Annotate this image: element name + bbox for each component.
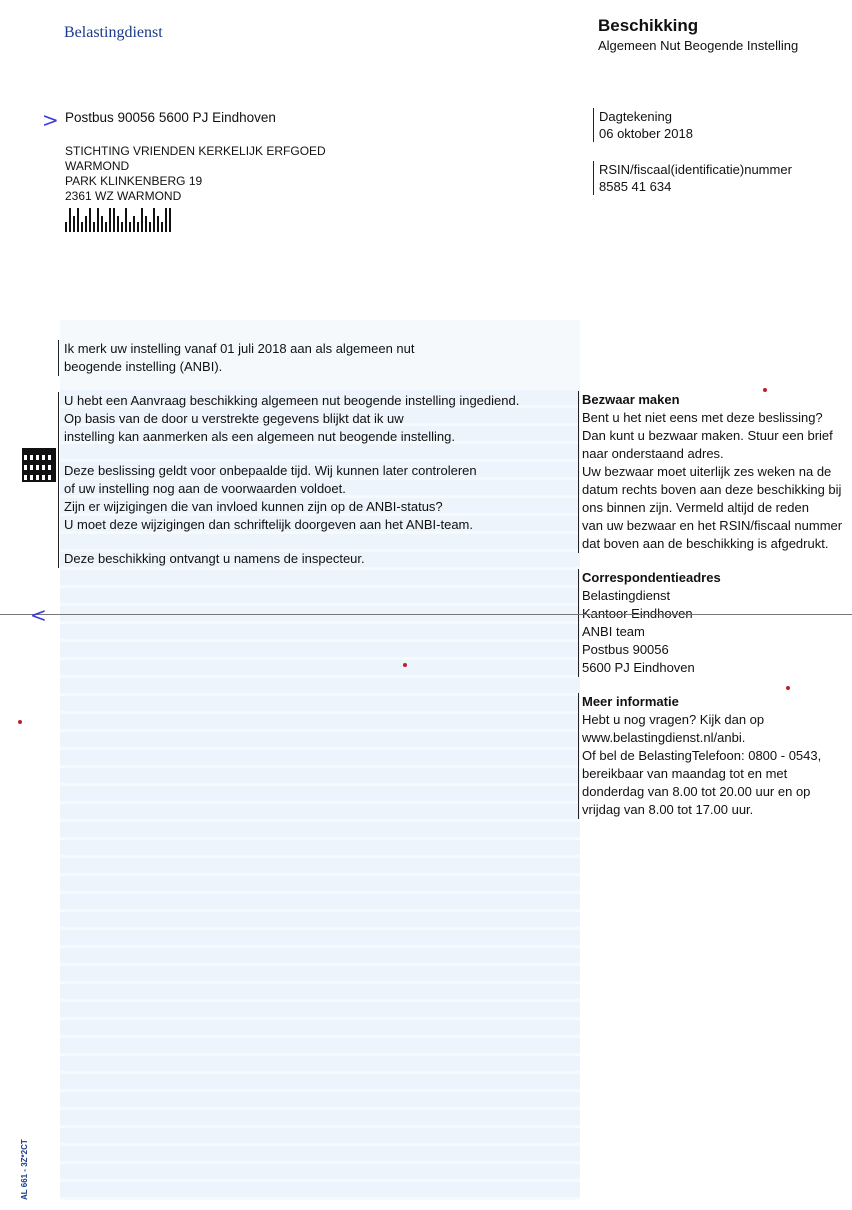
date-value: 06 oktober 2018 — [599, 126, 693, 141]
intro-line: Ik merk uw instelling vanaf 01 juli 2018 aan als algemeen nut — [64, 341, 415, 356]
bezwaar-line: naar onderstaand adres. — [582, 446, 724, 461]
info-line: donderdag van 8.00 tot 20.00 uur en op — [582, 784, 811, 799]
document-subtitle: Algemeen Nut Beogende Instelling — [598, 38, 799, 53]
body-line: U moet deze wijzigingen dan schriftelijk doorgeven aan het ANBI-team. — [64, 517, 473, 532]
form-code: AL 661 - 3Z*2CT — [20, 1139, 29, 1200]
bezwaar-heading: Bezwaar maken — [582, 392, 680, 407]
ink-speck — [403, 663, 407, 667]
body-text — [58, 392, 574, 568]
recipient-line: WARMOND — [65, 159, 130, 173]
info-line: Hebt u nog vragen? Kijk dan op — [582, 712, 765, 727]
bezwaar-line: Uw bezwaar moet uiterlijk zes weken na de — [582, 464, 832, 479]
body-line: Deze beschikking ontvangt u namens de inspecteur. — [64, 551, 365, 566]
info-heading: Meer informatie — [582, 694, 679, 709]
body-line: Deze beslissing geldt voor onbepaalde tijd. Wij kunnen later controleren — [64, 463, 477, 478]
postal-barcode — [65, 208, 171, 232]
recipient-address — [65, 144, 326, 204]
info-line: Of bel de BelastingTelefoon: 0800 - 0543, — [582, 748, 822, 763]
info-section — [578, 693, 852, 819]
info-line: bereikbaar van maandag tot en met — [582, 766, 788, 781]
return-address: Postbus 90056 5600 PJ Eindhoven — [65, 110, 276, 125]
correspondentie-line: Kantoor Eindhoven — [582, 606, 693, 621]
chevron-right-icon: > — [42, 108, 59, 132]
intro-block — [58, 340, 574, 376]
bezwaar-section — [578, 391, 852, 553]
body-line: Op basis van de door u verstrekte gegevens blijkt dat ik uw — [64, 411, 404, 426]
info-line: www.belastingdienst.nl/anbi. — [582, 730, 746, 745]
correspondentie-section — [578, 569, 852, 677]
belastingdienst-logo: Belastingdienst — [64, 24, 163, 41]
ink-speck — [18, 720, 22, 724]
fold-line — [0, 614, 852, 615]
document-title: Beschikking — [598, 16, 699, 35]
ink-speck — [786, 686, 790, 690]
body-line: of uw instelling nog aan de voorwaarden voldoet. — [64, 481, 346, 496]
chevron-left-icon: < — [30, 603, 47, 627]
bezwaar-line: ons binnen zijn. Vermeld altijd de reden — [582, 500, 809, 515]
bezwaar-line: dat boven aan de beschikking is afgedrukt. — [582, 536, 829, 551]
bezwaar-line: Dan kunt u bezwaar maken. Stuur een brief — [582, 428, 833, 443]
recipient-line: STICHTING VRIENDEN KERKELIJK ERFGOED — [65, 144, 326, 158]
body-line: Zijn er wijzigingen die van invloed kunnen zijn op de ANBI-status? — [64, 499, 443, 514]
date-block — [593, 108, 693, 142]
rsin-label: RSIN/fiscaal(identificatie)nummer — [599, 162, 792, 177]
recipient-line: 2361 WZ WARMOND — [65, 189, 182, 203]
correspondentie-line: Belastingdienst — [582, 588, 671, 603]
intro-line: beogende instelling (ANBI). — [64, 359, 223, 374]
body-line: U hebt een Aanvraag beschikking algemeen nut beogende instelling ingediend. — [64, 393, 520, 408]
ink-speck — [763, 388, 767, 392]
correspondentie-line: ANBI team — [582, 624, 645, 639]
recipient-line: PARK KLINKENBERG 19 — [65, 174, 203, 188]
correspondentie-line: Postbus 90056 — [582, 642, 669, 657]
correspondentie-line: 5600 PJ Eindhoven — [582, 660, 695, 675]
bezwaar-line: datum rechts boven aan deze beschikking bij — [582, 482, 842, 497]
bezwaar-line: Bent u het niet eens met deze beslissing? — [582, 410, 823, 425]
qr-code — [22, 448, 56, 482]
rsin-value: 8585 41 634 — [599, 179, 672, 194]
date-label: Dagtekening — [599, 109, 672, 124]
body-line: instelling kan aanmerken als een algemeen nut beogende instelling. — [64, 429, 455, 444]
rsin-block — [593, 161, 792, 195]
bezwaar-line: van uw bezwaar en het RSIN/fiscaal nummer — [582, 518, 843, 533]
correspondentie-heading: Correspondentieadres — [582, 570, 721, 585]
info-line: vrijdag van 8.00 tot 17.00 uur. — [582, 802, 754, 817]
